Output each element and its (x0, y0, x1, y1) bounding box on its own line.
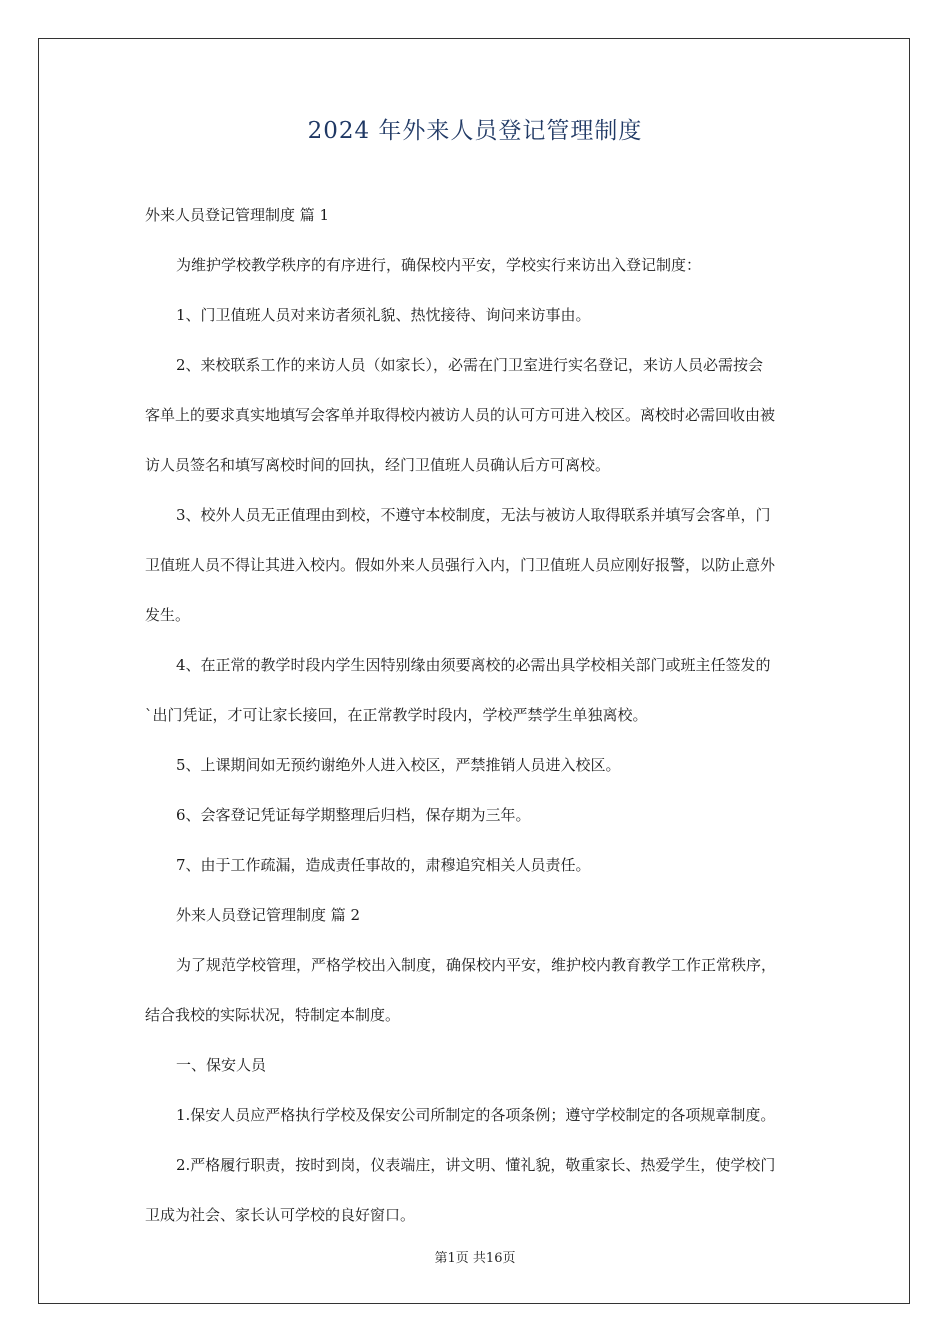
paragraph-line: 卫成为社会、家长认可学校的良好窗口。 (145, 1206, 416, 1224)
paragraph-line: 3、校外人员无正值理由到校，不遵守本校制度，无法与被访人取得联系并填写会客单，门 (176, 506, 771, 524)
paragraph-line: 1、门卫值班人员对来访者须礼貌、热忱接待、询问来访事由。 (176, 306, 591, 324)
page-footer: 第1页 共16页 (434, 1251, 516, 1266)
section-heading-1: 外来人员登记管理制度 篇 1 (145, 206, 330, 224)
paragraph-line: 访人员签名和填写离校时间的回执，经门卫值班人员确认后方可离校。 (145, 456, 611, 474)
paragraph-line: 4、在正常的教学时段内学生因特别缘由须要离校的必需出具学校相关部门或班主任签发的 (176, 656, 771, 674)
paragraph-line: 为了规范学校管理，严格学校出入制度，确保校内平安，维护校内教育教学工作正常秩序， (176, 956, 777, 974)
paragraph-line: 7、由于工作疏漏，造成责任事故的，肃穆追究相关人员责任。 (176, 856, 591, 874)
document-title: 2024 年外来人员登记管理制度 (307, 118, 643, 144)
paragraph-line: `出门凭证，才可让家长接回，在正常教学时段内，学校严禁学生单独离校。 (145, 706, 648, 724)
paragraph-line: 结合我校的实际状况，特制定本制度。 (145, 1006, 401, 1024)
paragraph-line: 发生。 (145, 606, 191, 624)
paragraph-line: 卫值班人员不得让其进入校内。假如外来人员强行入内，门卫值班人员应刚好报警，以防止意外 (145, 556, 776, 574)
paragraph-line: 2、来校联系工作的来访人员（如家长），必需在门卫室进行实名登记，来访人员必需按会 (176, 356, 764, 374)
paragraph-line: 1.保安人员应严格执行学校及保安公司所制定的各项条例；遵守学校制定的各项规章制度。 (176, 1106, 776, 1124)
paragraph-line: 6、会客登记凭证每学期整理后归档，保存期为三年。 (176, 806, 531, 824)
section-heading-2: 外来人员登记管理制度 篇 2 (176, 906, 361, 924)
subheading: 一、保安人员 (176, 1056, 267, 1074)
paragraph-line: 为维护学校教学秩序的有序进行，确保校内平安，学校实行来访出入登记制度： (176, 256, 702, 274)
paragraph-line: 5、上课期间如无预约谢绝外人进入校区，严禁推销人员进入校区。 (176, 756, 621, 774)
paragraph-line: 客单上的要求真实地填写会客单并取得校内被访人员的认可方可进入校区。离校时必需回收由被 (145, 406, 776, 424)
paragraph-line: 2.严格履行职责，按时到岗，仪表端庄，讲文明、懂礼貌，敬重家长、热爱学生，使学校门 (176, 1156, 776, 1174)
